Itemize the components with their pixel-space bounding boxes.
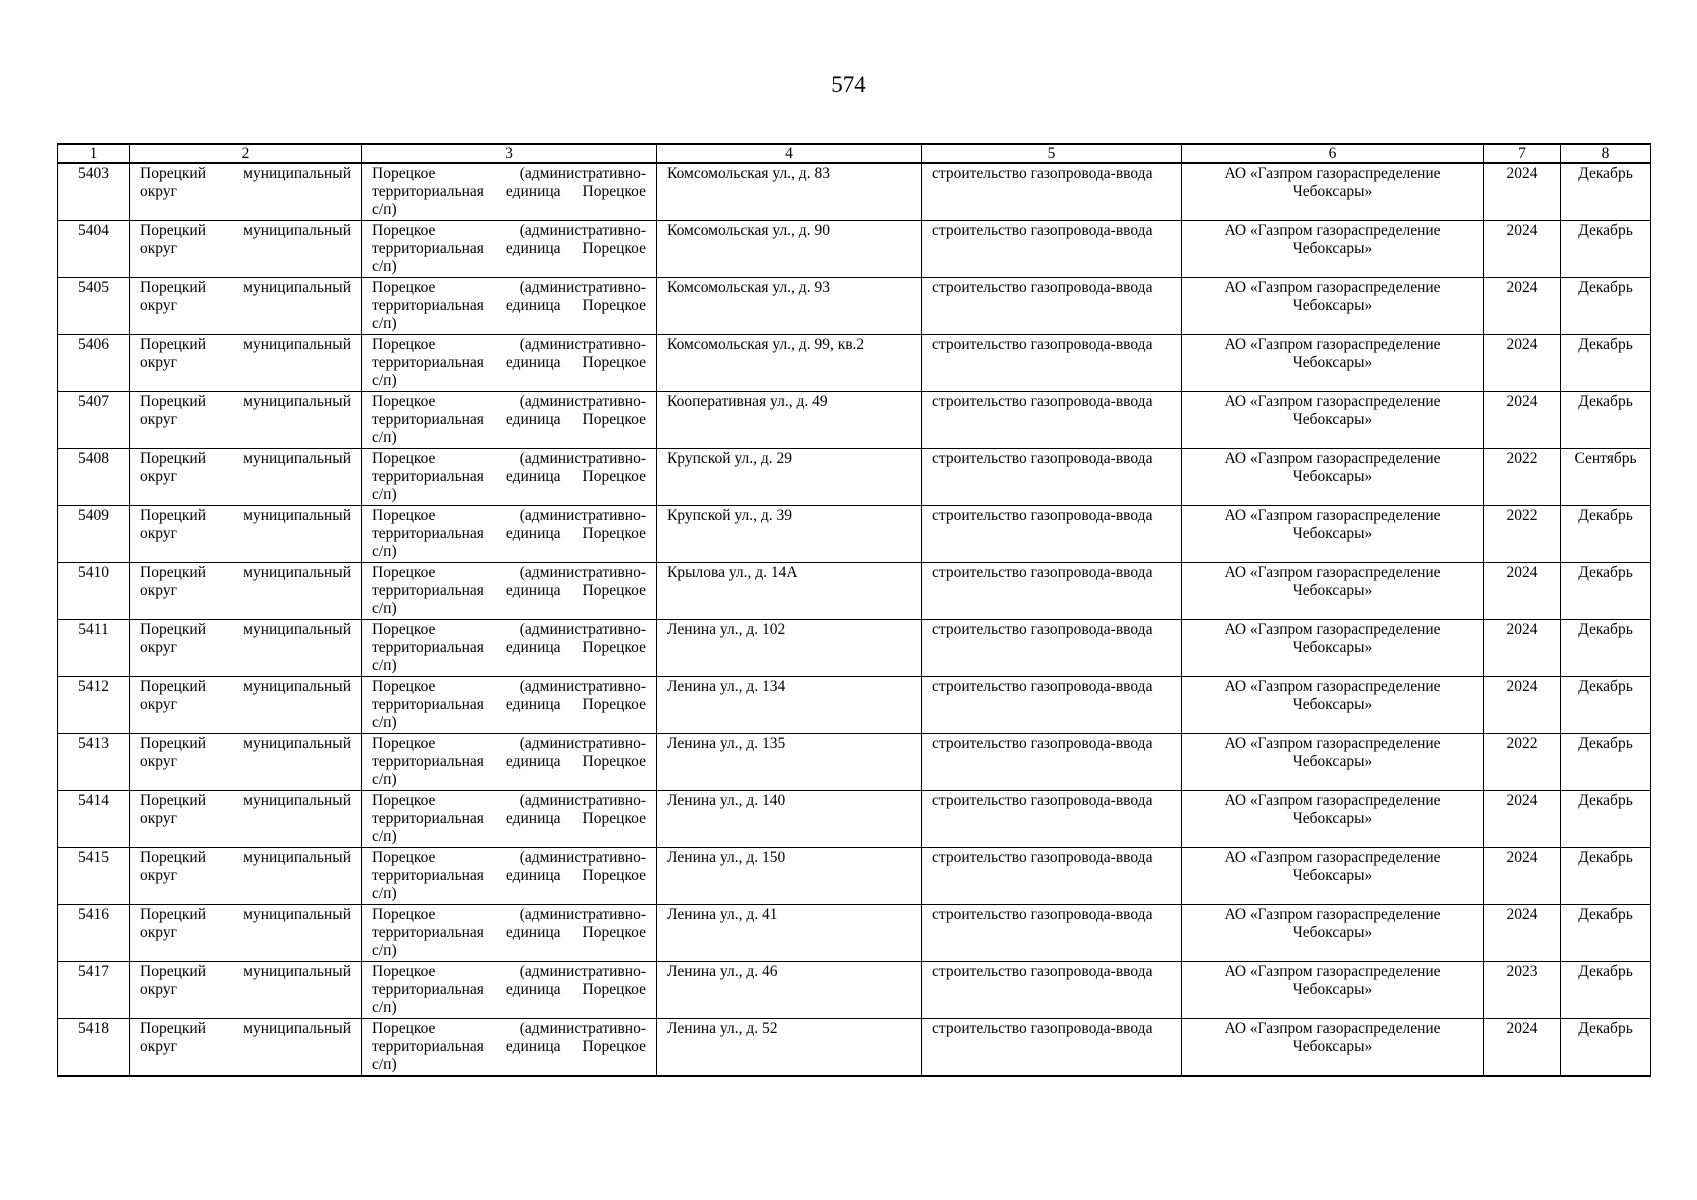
cell-number: 5408 <box>58 449 130 506</box>
table-row <box>58 734 1651 791</box>
cell-month: Декабрь <box>1561 506 1651 563</box>
unit-line: с/п) <box>372 828 397 845</box>
column-header: 5 <box>922 144 1182 163</box>
cell-operator: АО «Газпром газораспределение Чебоксары» <box>1182 1019 1484 1077</box>
unit-line: территориальная единица Порецкое <box>372 981 646 998</box>
cell-work-type: строительство газопровода-ввода <box>922 278 1182 335</box>
unit-line: Порецкое (административно- <box>372 849 646 866</box>
table-row <box>58 620 1651 677</box>
cell-year: 2024 <box>1484 1019 1561 1077</box>
cell-territorial-unit <box>362 848 657 905</box>
cell-year: 2022 <box>1484 449 1561 506</box>
cell-year: 2022 <box>1484 506 1561 563</box>
unit-line: Порецкое (административно- <box>372 621 646 638</box>
unit-line: территориальная единица Порецкое <box>372 696 646 713</box>
column-header: 8 <box>1561 144 1651 163</box>
cell-work-type: строительство газопровода-ввода <box>922 506 1182 563</box>
cell-operator: АО «Газпром газораспределение Чебоксары» <box>1182 677 1484 734</box>
cell-operator: АО «Газпром газораспределение Чебоксары» <box>1182 563 1484 620</box>
district-line: Порецкий муниципальный <box>140 1020 351 1037</box>
unit-line: территориальная единица Порецкое <box>372 240 646 257</box>
cell-district <box>130 791 362 848</box>
cell-address: Комсомольская ул., д. 99, кв.2 <box>657 335 922 392</box>
cell-operator: АО «Газпром газораспределение Чебоксары» <box>1182 163 1484 221</box>
cell-work-type: строительство газопровода-ввода <box>922 563 1182 620</box>
cell-territorial-unit <box>362 278 657 335</box>
cell-address: Комсомольская ул., д. 83 <box>657 163 922 221</box>
cell-work-type: строительство газопровода-ввода <box>922 905 1182 962</box>
unit-line: территориальная единица Порецкое <box>372 183 646 200</box>
table-row <box>58 1019 1651 1077</box>
cell-work-type: строительство газопровода-ввода <box>922 791 1182 848</box>
district-line: округ <box>140 924 177 941</box>
cell-district <box>130 734 362 791</box>
cell-number: 5414 <box>58 791 130 848</box>
cell-work-type: строительство газопровода-ввода <box>922 221 1182 278</box>
cell-address: Ленина ул., д. 140 <box>657 791 922 848</box>
district-line: Порецкий муниципальный <box>140 963 351 980</box>
cell-district <box>130 905 362 962</box>
cell-work-type: строительство газопровода-ввода <box>922 449 1182 506</box>
district-line: округ <box>140 525 177 542</box>
table-row <box>58 278 1651 335</box>
cell-month: Декабрь <box>1561 962 1651 1019</box>
cell-district <box>130 962 362 1019</box>
cell-month: Декабрь <box>1561 905 1651 962</box>
cell-district <box>130 392 362 449</box>
unit-line: с/п) <box>372 714 397 731</box>
district-line: Порецкий муниципальный <box>140 336 351 353</box>
table-row <box>58 221 1651 278</box>
unit-line: Порецкое (административно- <box>372 735 646 752</box>
cell-territorial-unit <box>362 734 657 791</box>
district-line: Порецкий муниципальный <box>140 279 351 296</box>
cell-operator: АО «Газпром газораспределение Чебоксары» <box>1182 734 1484 791</box>
table-row <box>58 563 1651 620</box>
unit-line: Порецкое (административно- <box>372 678 646 695</box>
cell-district <box>130 278 362 335</box>
cell-work-type: строительство газопровода-ввода <box>922 335 1182 392</box>
unit-line: Порецкое (административно- <box>372 792 646 809</box>
cell-number: 5404 <box>58 221 130 278</box>
cell-address: Кооперативная ул., д. 49 <box>657 392 922 449</box>
unit-line: с/п) <box>372 543 397 560</box>
district-line: округ <box>140 810 177 827</box>
table-row <box>58 449 1651 506</box>
district-line: округ <box>140 240 177 257</box>
table-row <box>58 163 1651 221</box>
unit-line: с/п) <box>372 657 397 674</box>
column-header: 7 <box>1484 144 1561 163</box>
district-line: Порецкий муниципальный <box>140 393 351 410</box>
unit-line: Порецкое (административно- <box>372 165 646 182</box>
cell-territorial-unit <box>362 163 657 221</box>
cell-district <box>130 163 362 221</box>
cell-year: 2024 <box>1484 392 1561 449</box>
district-line: Порецкий муниципальный <box>140 222 351 239</box>
cell-territorial-unit <box>362 962 657 1019</box>
unit-line: территориальная единица Порецкое <box>372 411 646 428</box>
cell-territorial-unit <box>362 791 657 848</box>
column-header: 6 <box>1182 144 1484 163</box>
unit-line: территориальная единица Порецкое <box>372 867 646 884</box>
cell-territorial-unit <box>362 221 657 278</box>
column-header: 2 <box>130 144 362 163</box>
cell-address: Ленина ул., д. 41 <box>657 905 922 962</box>
unit-line: территориальная единица Порецкое <box>372 1038 646 1055</box>
unit-line: с/п) <box>372 999 397 1016</box>
cell-district <box>130 506 362 563</box>
district-line: Порецкий муниципальный <box>140 507 351 524</box>
district-line: Порецкий муниципальный <box>140 165 351 182</box>
district-line: округ <box>140 582 177 599</box>
cell-year: 2024 <box>1484 848 1561 905</box>
district-line: округ <box>140 411 177 428</box>
unit-line: Порецкое (административно- <box>372 963 646 980</box>
cell-territorial-unit <box>362 392 657 449</box>
unit-line: с/п) <box>372 201 397 218</box>
cell-month: Декабрь <box>1561 335 1651 392</box>
district-line: Порецкий муниципальный <box>140 621 351 638</box>
cell-district <box>130 848 362 905</box>
district-line: Порецкий муниципальный <box>140 678 351 695</box>
district-line: Порецкий муниципальный <box>140 564 351 581</box>
district-line: Порецкий муниципальный <box>140 450 351 467</box>
cell-number: 5410 <box>58 563 130 620</box>
cell-address: Крылова ул., д. 14А <box>657 563 922 620</box>
cell-operator: АО «Газпром газораспределение Чебоксары» <box>1182 962 1484 1019</box>
table-row <box>58 848 1651 905</box>
cell-territorial-unit <box>362 335 657 392</box>
cell-operator: АО «Газпром газораспределение Чебоксары» <box>1182 791 1484 848</box>
cell-month: Сентябрь <box>1561 449 1651 506</box>
cell-year: 2024 <box>1484 221 1561 278</box>
cell-territorial-unit <box>362 620 657 677</box>
cell-address: Ленина ул., д. 134 <box>657 677 922 734</box>
cell-district <box>130 449 362 506</box>
cell-address: Ленина ул., д. 135 <box>657 734 922 791</box>
cell-year: 2024 <box>1484 791 1561 848</box>
cell-territorial-unit <box>362 449 657 506</box>
district-line: Порецкий муниципальный <box>140 735 351 752</box>
table-row <box>58 392 1651 449</box>
unit-line: Порецкое (административно- <box>372 336 646 353</box>
district-line: округ <box>140 354 177 371</box>
cell-year: 2024 <box>1484 563 1561 620</box>
district-line: округ <box>140 981 177 998</box>
unit-line: с/п) <box>372 1056 397 1073</box>
cell-number: 5416 <box>58 905 130 962</box>
district-line: округ <box>140 867 177 884</box>
unit-line: с/п) <box>372 315 397 332</box>
unit-line: Порецкое (административно- <box>372 279 646 296</box>
cell-operator: АО «Газпром газораспределение Чебоксары» <box>1182 848 1484 905</box>
cell-number: 5409 <box>58 506 130 563</box>
district-line: Порецкий муниципальный <box>140 906 351 923</box>
cell-work-type: строительство газопровода-ввода <box>922 962 1182 1019</box>
unit-line: с/п) <box>372 885 397 902</box>
cell-year: 2022 <box>1484 734 1561 791</box>
unit-line: территориальная единица Порецкое <box>372 354 646 371</box>
district-line: округ <box>140 297 177 314</box>
cell-number: 5407 <box>58 392 130 449</box>
cell-month: Декабрь <box>1561 734 1651 791</box>
cell-territorial-unit <box>362 677 657 734</box>
unit-line: Порецкое (административно- <box>372 1020 646 1037</box>
unit-line: с/п) <box>372 258 397 275</box>
unit-line: территориальная единица Порецкое <box>372 582 646 599</box>
unit-line: Порецкое (административно- <box>372 507 646 524</box>
table-row <box>58 506 1651 563</box>
cell-district <box>130 620 362 677</box>
cell-year: 2024 <box>1484 278 1561 335</box>
cell-operator: АО «Газпром газораспределение Чебоксары» <box>1182 335 1484 392</box>
cell-work-type: строительство газопровода-ввода <box>922 392 1182 449</box>
cell-territorial-unit <box>362 563 657 620</box>
cell-address: Комсомольская ул., д. 90 <box>657 221 922 278</box>
unit-line: Порецкое (административно- <box>372 393 646 410</box>
unit-line: с/п) <box>372 942 397 959</box>
cell-district <box>130 335 362 392</box>
cell-operator: АО «Газпром газораспределение Чебоксары» <box>1182 392 1484 449</box>
table-row <box>58 791 1651 848</box>
cell-territorial-unit <box>362 905 657 962</box>
cell-address: Ленина ул., д. 46 <box>657 962 922 1019</box>
registry-table <box>57 143 1651 1077</box>
cell-month: Декабрь <box>1561 278 1651 335</box>
unit-line: с/п) <box>372 600 397 617</box>
cell-year: 2024 <box>1484 905 1561 962</box>
cell-address: Крупской ул., д. 39 <box>657 506 922 563</box>
cell-territorial-unit <box>362 1019 657 1077</box>
cell-operator: АО «Газпром газораспределение Чебоксары» <box>1182 620 1484 677</box>
district-line: округ <box>140 468 177 485</box>
column-header: 3 <box>362 144 657 163</box>
table-header-row <box>58 144 1651 163</box>
cell-work-type: строительство газопровода-ввода <box>922 620 1182 677</box>
cell-address: Ленина ул., д. 102 <box>657 620 922 677</box>
district-line: округ <box>140 183 177 200</box>
table-row <box>58 962 1651 1019</box>
cell-number: 5406 <box>58 335 130 392</box>
cell-year: 2024 <box>1484 620 1561 677</box>
cell-year: 2023 <box>1484 962 1561 1019</box>
unit-line: территориальная единица Порецкое <box>372 924 646 941</box>
cell-month: Декабрь <box>1561 620 1651 677</box>
cell-operator: АО «Газпром газораспределение Чебоксары» <box>1182 221 1484 278</box>
cell-district <box>130 1019 362 1077</box>
cell-district <box>130 221 362 278</box>
cell-number: 5403 <box>58 163 130 221</box>
district-line: округ <box>140 639 177 656</box>
unit-line: Порецкое (административно- <box>372 564 646 581</box>
cell-month: Декабрь <box>1561 163 1651 221</box>
unit-line: с/п) <box>372 771 397 788</box>
cell-work-type: строительство газопровода-ввода <box>922 848 1182 905</box>
cell-operator: АО «Газпром газораспределение Чебоксары» <box>1182 506 1484 563</box>
unit-line: Порецкое (административно- <box>372 906 646 923</box>
district-line: округ <box>140 753 177 770</box>
unit-line: с/п) <box>372 372 397 389</box>
district-line: Порецкий муниципальный <box>140 849 351 866</box>
cell-number: 5418 <box>58 1019 130 1077</box>
unit-line: Порецкое (административно- <box>372 450 646 467</box>
cell-address: Ленина ул., д. 150 <box>657 848 922 905</box>
cell-district <box>130 677 362 734</box>
cell-work-type: строительство газопровода-ввода <box>922 1019 1182 1077</box>
cell-year: 2024 <box>1484 163 1561 221</box>
cell-number: 5405 <box>58 278 130 335</box>
column-header: 1 <box>58 144 130 163</box>
unit-line: территориальная единица Порецкое <box>372 525 646 542</box>
cell-number: 5415 <box>58 848 130 905</box>
unit-line: с/п) <box>372 486 397 503</box>
cell-month: Декабрь <box>1561 791 1651 848</box>
page-number: 574 <box>831 72 866 97</box>
cell-number: 5413 <box>58 734 130 791</box>
unit-line: территориальная единица Порецкое <box>372 753 646 770</box>
cell-number: 5417 <box>58 962 130 1019</box>
district-line: округ <box>140 1038 177 1055</box>
cell-month: Декабрь <box>1561 848 1651 905</box>
cell-work-type: строительство газопровода-ввода <box>922 163 1182 221</box>
cell-year: 2024 <box>1484 335 1561 392</box>
cell-month: Декабрь <box>1561 563 1651 620</box>
cell-year: 2024 <box>1484 677 1561 734</box>
unit-line: территориальная единица Порецкое <box>372 810 646 827</box>
cell-operator: АО «Газпром газораспределение Чебоксары» <box>1182 278 1484 335</box>
unit-line: территориальная единица Порецкое <box>372 468 646 485</box>
cell-number: 5411 <box>58 620 130 677</box>
cell-month: Декабрь <box>1561 1019 1651 1077</box>
cell-territorial-unit <box>362 506 657 563</box>
cell-address: Ленина ул., д. 52 <box>657 1019 922 1077</box>
cell-district <box>130 563 362 620</box>
table-row <box>58 905 1651 962</box>
cell-month: Декабрь <box>1561 221 1651 278</box>
table-row <box>58 677 1651 734</box>
cell-month: Декабрь <box>1561 392 1651 449</box>
unit-line: территориальная единица Порецкое <box>372 639 646 656</box>
district-line: округ <box>140 696 177 713</box>
cell-address: Крупской ул., д. 29 <box>657 449 922 506</box>
cell-address: Комсомольская ул., д. 93 <box>657 278 922 335</box>
cell-operator: АО «Газпром газораспределение Чебоксары» <box>1182 905 1484 962</box>
cell-number: 5412 <box>58 677 130 734</box>
unit-line: территориальная единица Порецкое <box>372 297 646 314</box>
cell-work-type: строительство газопровода-ввода <box>922 734 1182 791</box>
cell-operator: АО «Газпром газораспределение Чебоксары» <box>1182 449 1484 506</box>
cell-work-type: строительство газопровода-ввода <box>922 677 1182 734</box>
district-line: Порецкий муниципальный <box>140 792 351 809</box>
unit-line: с/п) <box>372 429 397 446</box>
cell-month: Декабрь <box>1561 677 1651 734</box>
table-row <box>58 335 1651 392</box>
column-header: 4 <box>657 144 922 163</box>
unit-line: Порецкое (административно- <box>372 222 646 239</box>
